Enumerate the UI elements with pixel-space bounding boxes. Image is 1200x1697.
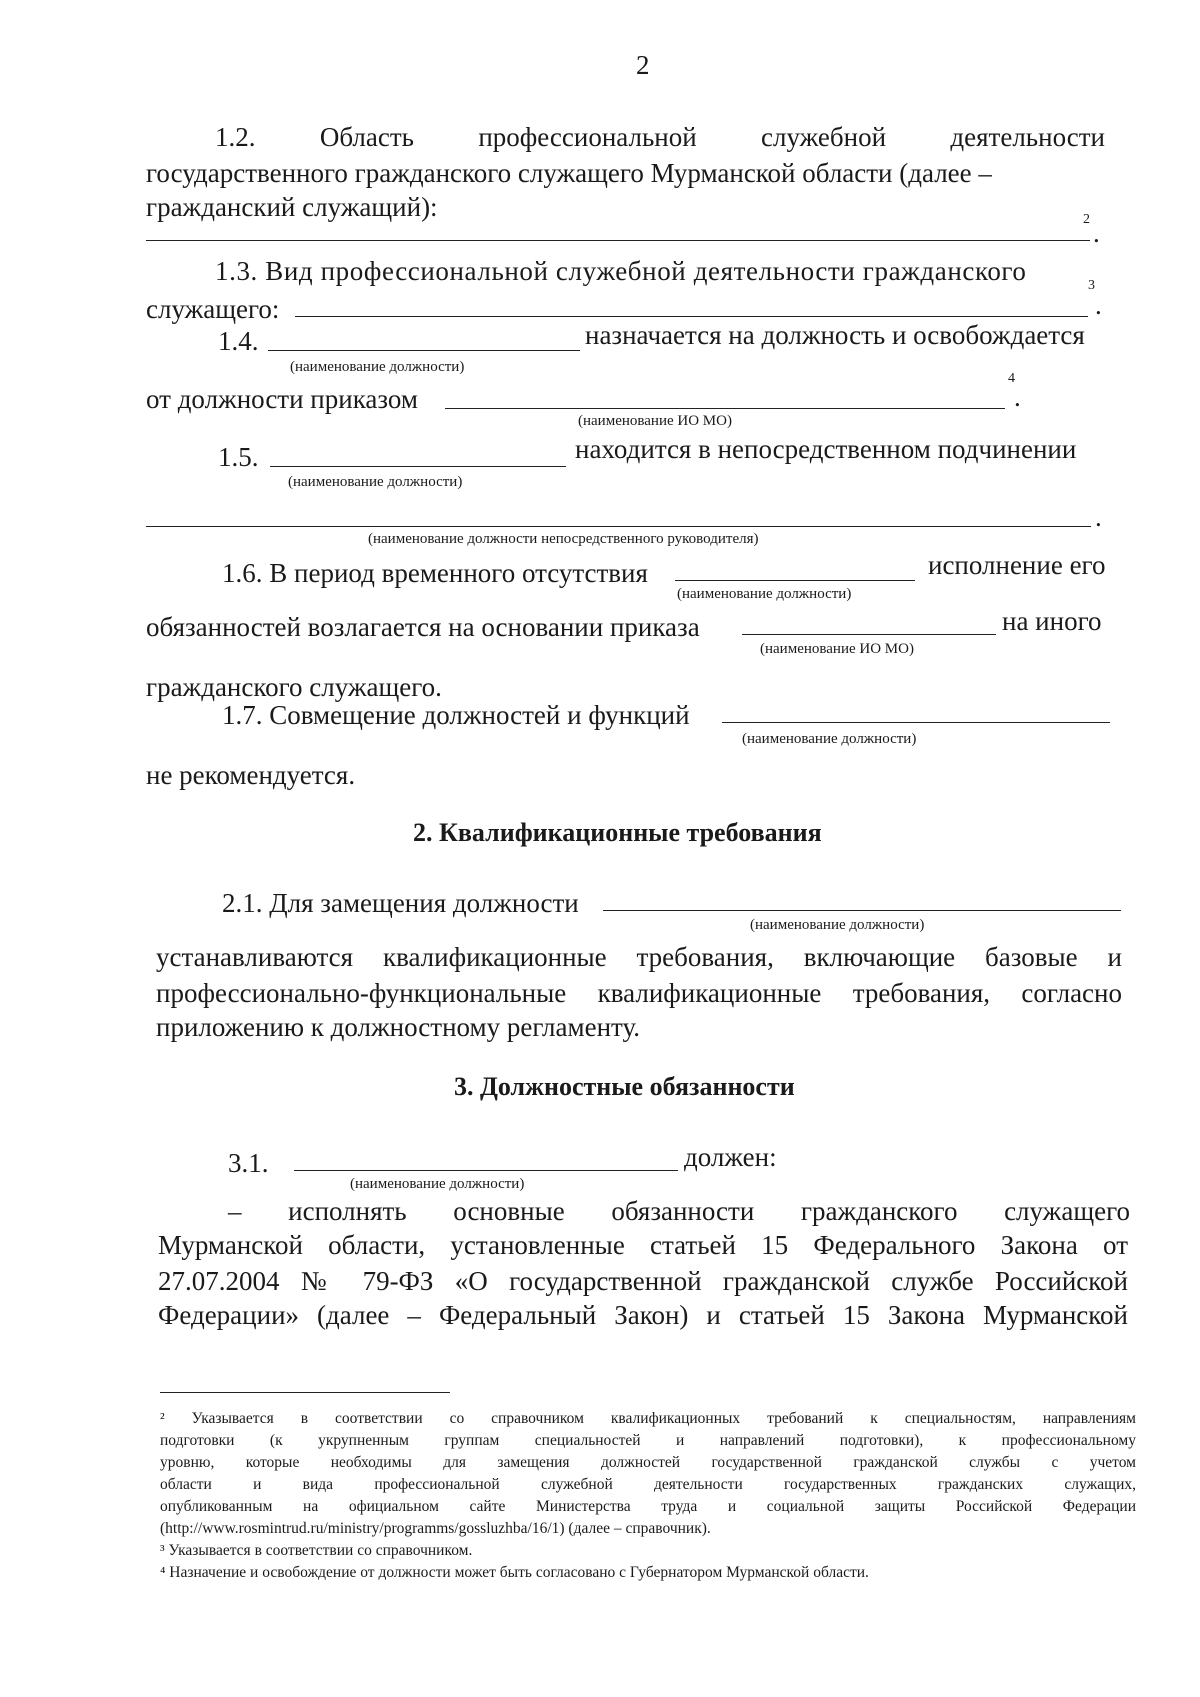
- label-position: (наименование должности): [350, 1176, 525, 1192]
- label-iomo: (наименование ИО МО): [760, 641, 914, 657]
- blank-position: [675, 580, 915, 581]
- blank-position: [722, 722, 1110, 723]
- p1-6-line2b: на иного: [1002, 606, 1102, 636]
- label-iomo: (наименование ИО МО): [578, 413, 732, 429]
- footnote-4: ⁴ Назначение и освобождение от должности может быть согласовано с Губернатором Мурманской области.: [160, 1564, 869, 1581]
- page-number: 2: [636, 50, 650, 80]
- blank-line-kind: [295, 316, 1088, 317]
- dash: –: [228, 1196, 242, 1226]
- word: исполнять: [288, 1196, 407, 1226]
- blank-position: [268, 350, 580, 351]
- footnote-separator: [160, 1392, 450, 1393]
- footnote-2-line: уровню, которые необходимы для замещения должностей государственной гражданской службы с учетом: [160, 1454, 1136, 1471]
- p1-2-word: служебной: [761, 122, 887, 152]
- p1-3-line2: служащего:: [146, 294, 280, 324]
- p3-1-line3: 27.07.2004 № 79-ФЗ «О государственной гражданской службе Российской: [158, 1266, 1128, 1296]
- word: обязанности: [611, 1196, 755, 1226]
- period: .: [1095, 502, 1102, 532]
- footnote-2-line: опубликованным на официальном сайте Министерства труда и социальной защиты Российской Федерации: [160, 1498, 1136, 1515]
- p1-2-line1: [215, 120, 1105, 154]
- p1-2-word: Область: [319, 122, 414, 152]
- word: служащего: [1004, 1196, 1130, 1226]
- label-position: (наименование должности): [742, 731, 917, 747]
- p1-2-word: профессиональной: [478, 122, 697, 152]
- p3-1-must: должен:: [684, 1142, 777, 1172]
- p2-1-line1: 2.1. Для замещения должности: [222, 888, 579, 918]
- blank-ioмо: [445, 408, 1005, 409]
- word: гражданского: [800, 1196, 958, 1226]
- p1-3-line1: 1.3. Вид профессиональной служебной деятельности гражданского: [215, 256, 1027, 286]
- label-position: (наименование должности): [290, 359, 465, 375]
- footnote-ref-3: 3: [1088, 278, 1095, 293]
- footnote-ref-2: 2: [1083, 212, 1090, 227]
- blank-supervisor: [146, 526, 1091, 527]
- period: .: [1095, 290, 1102, 320]
- p2-1-line3: профессионально-функциональные квалификационные требования, согласно: [156, 978, 1122, 1008]
- p3-1-num: 3.1.: [228, 1148, 269, 1178]
- p1-4-line2: от должности приказом: [146, 384, 418, 414]
- p1-6-line2a: обязанностей возлагается на основании приказа: [146, 612, 700, 642]
- p1-7-line1: 1.7. Совмещение должностей и функций: [222, 700, 690, 730]
- label-position: (наименование должности): [750, 917, 925, 933]
- footnote-ref-4: 4: [1008, 371, 1015, 386]
- p1-4-text: назначается на должность и освобождается: [585, 320, 1085, 350]
- footnote-2-line: подготовки (к укрупненным группам специальностей и направлений подготовки), к профессиональному: [160, 1432, 1136, 1449]
- p1-2-num: 1.2.: [215, 122, 256, 152]
- footnote-3: ³ Указывается в соответствии со справочником.: [160, 1542, 473, 1559]
- p1-2-line2: государственного гражданского служащего Мурманской области (далее –: [146, 158, 992, 188]
- blank-position: [603, 910, 1121, 911]
- label-position: (наименование должности): [677, 586, 852, 602]
- blank-iomo: [742, 634, 996, 635]
- footnote-2-last: (http://www.rosmintrud.ru/ministry/programms/gossluzhba/16/1) (далее – справочник).: [160, 1520, 711, 1537]
- p1-5-text: находится в непосредственном подчинении: [575, 434, 1077, 464]
- p3-1-bullet-line1: [228, 1194, 1130, 1228]
- blank-position: [270, 466, 566, 467]
- p1-2-word: деятельности: [950, 122, 1105, 152]
- p1-7-line2: не рекомендуется.: [146, 760, 356, 790]
- blank-position: [294, 1170, 678, 1171]
- period: .: [1014, 382, 1021, 412]
- footnote-2-line: ² Указывается в соответствии со справочником квалификационных требований к специальностям, направлениям: [160, 1410, 1136, 1427]
- p1-5-num: 1.5.: [218, 442, 259, 472]
- label-position: (наименование должности): [288, 474, 463, 490]
- p1-4-num: 1.4.: [218, 326, 259, 356]
- p2-1-line2: устанавливаются квалификационные требования, включающие базовые и: [156, 942, 1122, 972]
- p3-1-line2: Мурманской области, установленные статьей 15 Федерального Закона от: [158, 1230, 1128, 1260]
- section-3-heading: 3. Должностные обязанности: [454, 1072, 795, 1101]
- p1-6-line3: гражданского служащего.: [146, 672, 442, 702]
- period: .: [1093, 218, 1100, 248]
- blank-line-area: [146, 240, 1090, 241]
- p1-6-line1a: 1.6. В период временного отсутствия: [222, 558, 648, 588]
- p2-1-line4: приложению к должностному регламенту.: [156, 1012, 641, 1042]
- p1-6-line1b: исполнение его: [928, 550, 1106, 580]
- section-2-heading: 2. Квалификационные требования: [413, 818, 822, 847]
- p1-2-line3: гражданский служащий):: [146, 192, 438, 222]
- word: основные: [453, 1196, 565, 1226]
- p3-1-line4: Федерации» (далее – Федеральный Закон) и статьей 15 Закона Мурманской: [158, 1300, 1128, 1330]
- label-supervisor: (наименование должности непосредственного руководителя): [368, 531, 759, 547]
- footnote-2-line: области и вида профессиональной служебной деятельности государственных гражданских служащих,: [160, 1476, 1136, 1493]
